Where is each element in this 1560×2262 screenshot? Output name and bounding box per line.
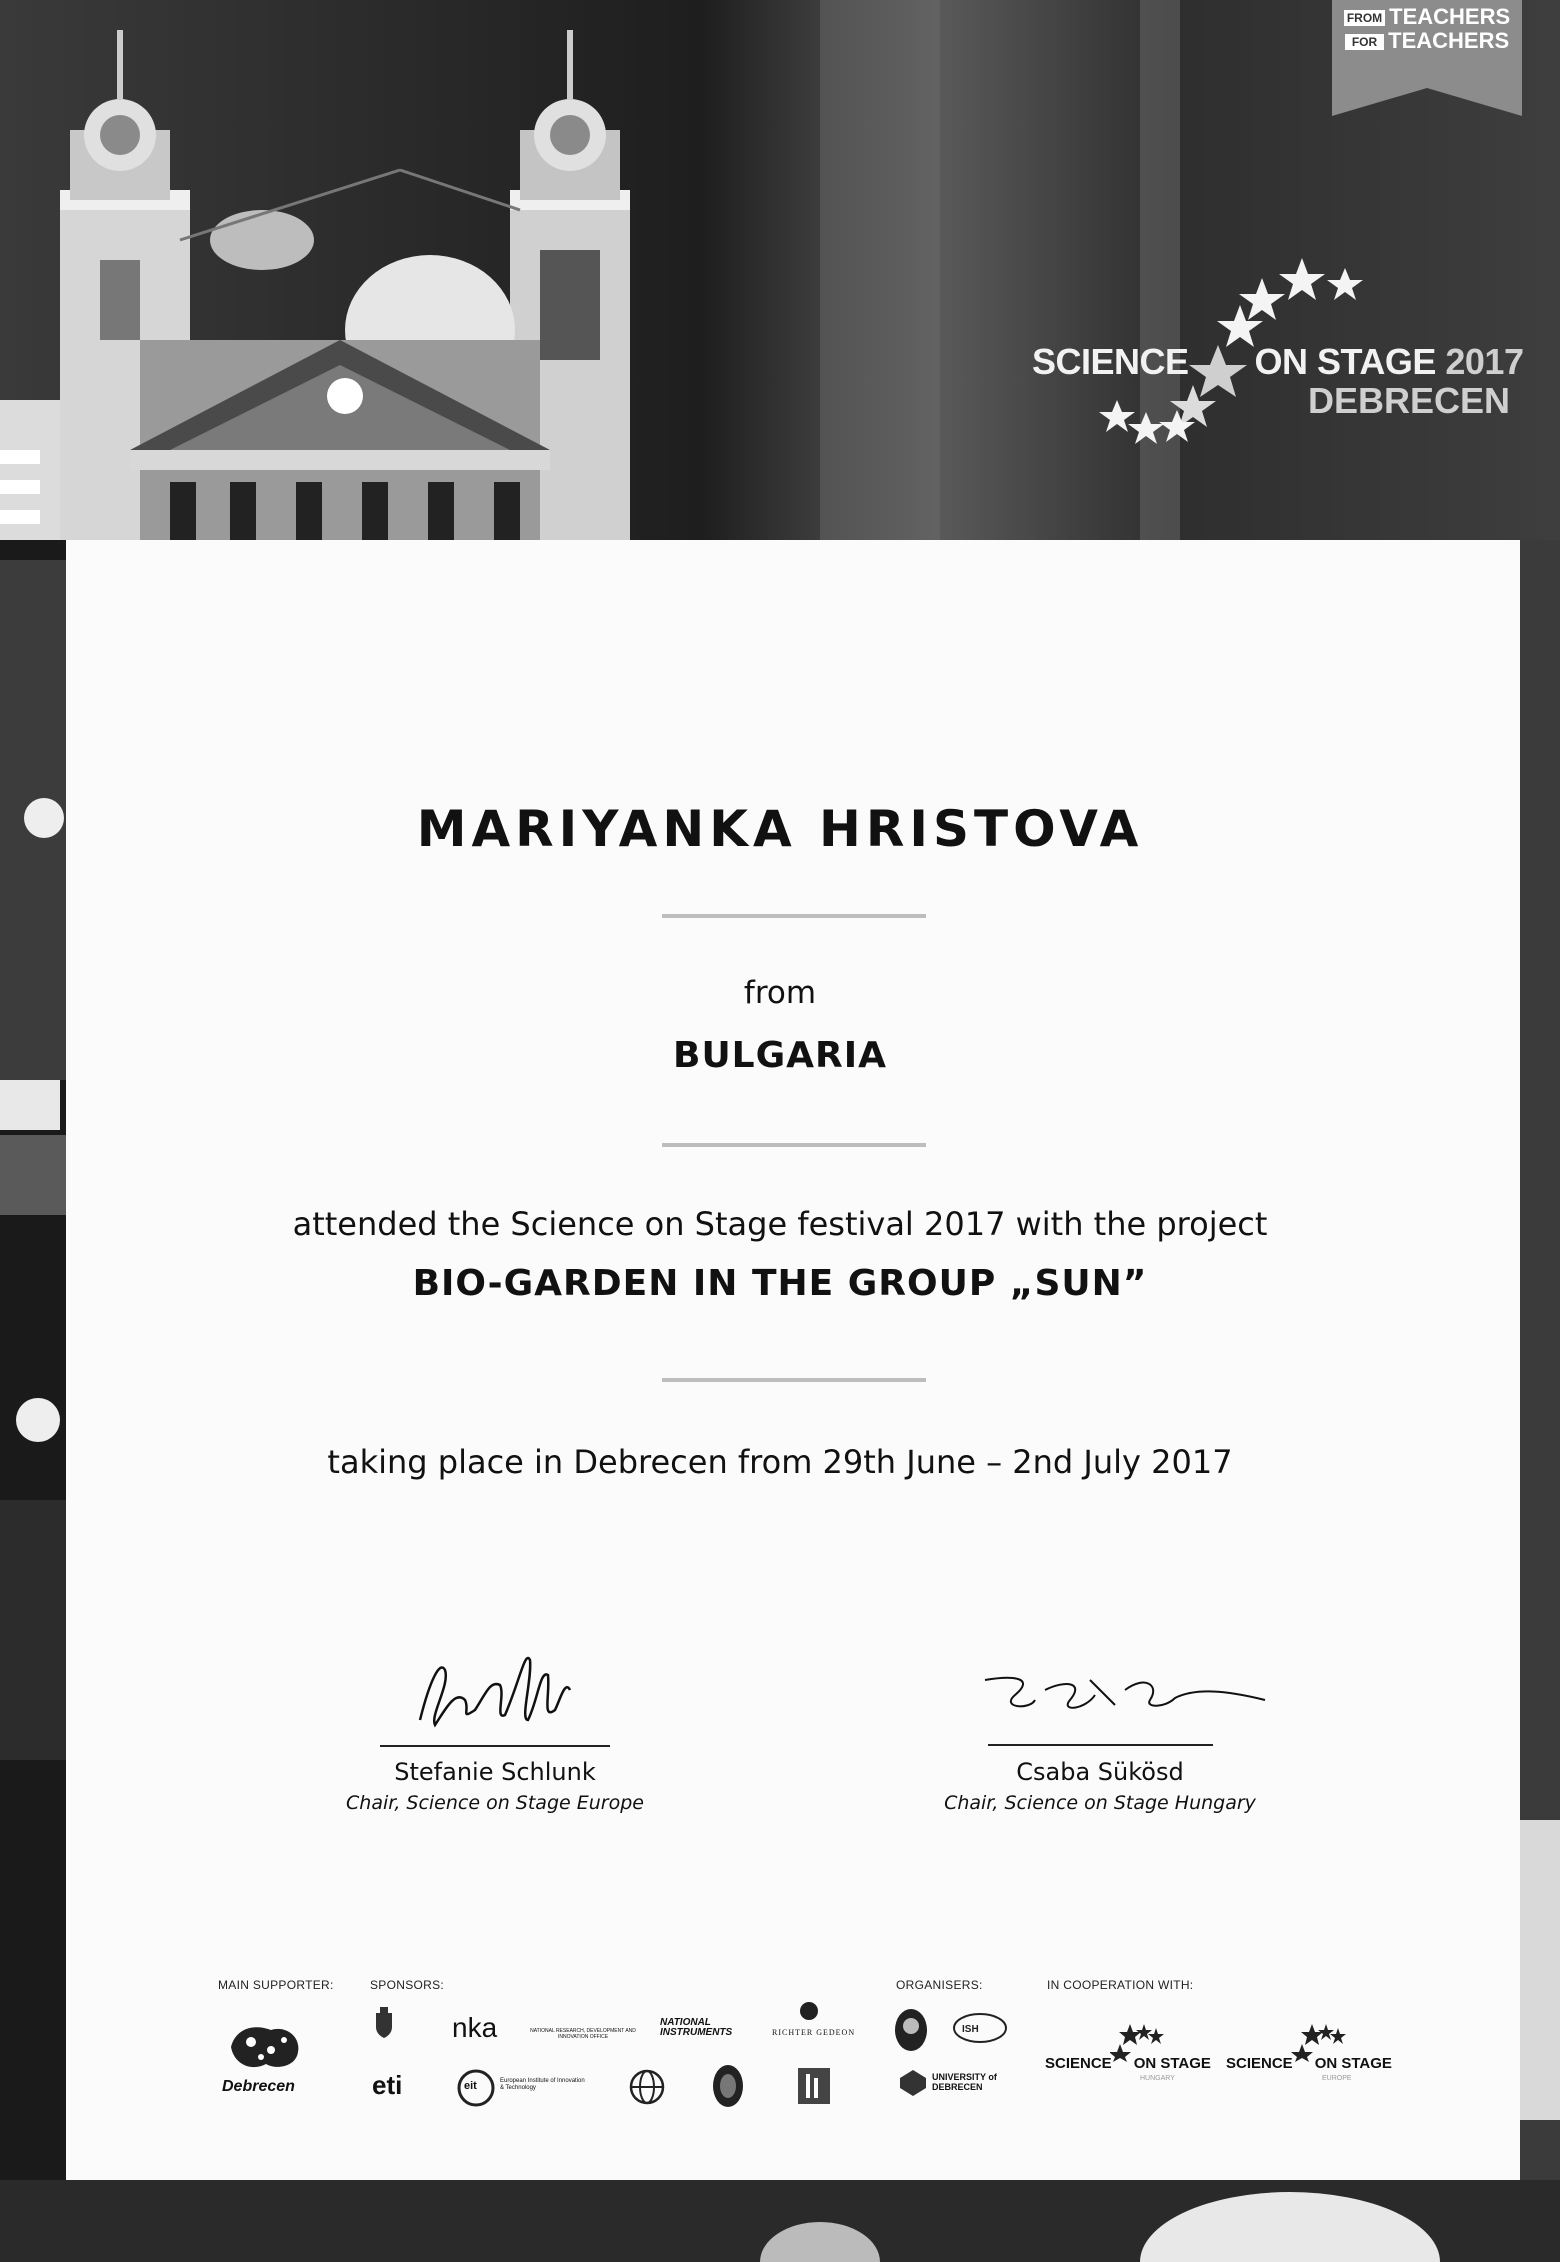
signature-2-image — [975, 1660, 1275, 1730]
project-title: BIO-GARDEN IN THE GROUP „SUN” — [412, 1263, 1148, 1304]
event-logo-city: DEBRECEN — [1307, 380, 1510, 421]
svg-text:ISH: ISH — [962, 2024, 979, 2035]
event-logo-year: 2017 — [1445, 341, 1524, 382]
richter-emblem-icon — [798, 2000, 820, 2022]
dates-text: taking place in Debrecen from 29th June – 2nd July 2017 — [327, 1443, 1233, 1481]
cooperation-europe-word2: ON STAGE — [1314, 2055, 1392, 2072]
seal-logo-icon — [712, 2064, 744, 2108]
sponsors-label: SPONSORS: — [370, 1978, 445, 1992]
teachers-badge — [1332, 0, 1522, 116]
cooperation-label: IN COOPERATION WITH: — [1047, 1978, 1194, 1992]
recipient-name: MARIYANKA HRISTOVA — [416, 800, 1144, 858]
block-logo-icon — [798, 2068, 830, 2104]
certificate-paper — [66, 540, 1520, 2180]
main-supporter-label: MAIN SUPPORTER: — [218, 1978, 334, 1992]
sponsor-eit-full: European Institute of Innovation & Technology — [500, 2078, 585, 2091]
organisers-label: ORGANISERS: — [896, 1978, 983, 1992]
badge-line-1 — [1332, 6, 1522, 28]
organiser-portrait-icon — [894, 2008, 928, 2052]
divider-3 — [662, 1378, 926, 1382]
signature-2-line — [988, 1744, 1213, 1746]
cooperation-europe-word1: SCIENCE — [1226, 2055, 1293, 2072]
signatory-1-role: Chair, Science on Stage Europe — [346, 1792, 644, 1814]
event-logo-title — [1032, 341, 1523, 383]
signatory-2-role: Chair, Science on Stage Hungary — [944, 1792, 1256, 1814]
event-logo-word-science: SCIENCE — [1032, 341, 1189, 382]
signatory-2-name: Csaba Sükösd — [1016, 1758, 1184, 1786]
divider-1 — [662, 914, 926, 918]
badge-line-2 — [1332, 30, 1522, 52]
signatory-2 — [925, 1758, 1275, 1814]
sponsor-eit: eit — [464, 2080, 477, 2092]
cooperation-hungary-word2: ON STAGE — [1133, 2055, 1211, 2072]
badge-line-1-text: TEACHERS — [1389, 4, 1511, 29]
signatory-1 — [320, 1758, 670, 1814]
sponsor-national-instruments: NATIONAL INSTRUMENTS — [660, 2017, 733, 2038]
sponsor-nka: nka — [452, 2012, 498, 2043]
recipient-country: BULGARIA — [673, 1035, 887, 1076]
university-crest-icon — [898, 2068, 928, 2098]
organiser-logo-icon — [952, 2010, 1008, 2046]
from-label: from — [743, 975, 817, 1011]
divider-2 — [662, 1143, 926, 1147]
event-logo — [1020, 255, 1524, 455]
event-logo-word-on-stage: ON STAGE — [1254, 341, 1436, 382]
debrecen-logo-icon — [226, 2022, 306, 2072]
badge-line-2-text: TEACHERS — [1388, 28, 1510, 53]
sponsor-eti: eti — [372, 2070, 403, 2100]
attended-text: attended the Science on Stage festival 2017 with the project — [292, 1205, 1268, 1243]
globe-logo-icon — [628, 2068, 666, 2106]
sponsor-nkfih: NATIONAL RESEARCH, DEVELOPMENT AND INNOVATION OFFICE — [530, 2028, 636, 2040]
cooperation-stars-icon — [1110, 2022, 1410, 2062]
cooperation-europe-sub: EUROPE — [1322, 2075, 1352, 2082]
signature-1-line — [380, 1745, 610, 1747]
cooperation-hungary-sub: HUNGARY — [1140, 2075, 1175, 2082]
badge-line-1-small: FROM — [1344, 10, 1385, 26]
sponsor-richter-gedeon: RICHTER GEDEON — [772, 2028, 856, 2037]
badge-line-2-small: FOR — [1345, 34, 1384, 50]
cooperation-hungary-word1: SCIENCE — [1045, 2055, 1112, 2072]
signature-1-image — [410, 1640, 590, 1740]
organiser-university: UNIVERSITY of DEBRECEN — [932, 2072, 997, 2092]
signatory-1-name: Stefanie Schlunk — [394, 1758, 596, 1786]
hungary-coat-of-arms-icon — [372, 2005, 396, 2039]
main-supporter-name: Debrecen — [222, 2078, 295, 2095]
